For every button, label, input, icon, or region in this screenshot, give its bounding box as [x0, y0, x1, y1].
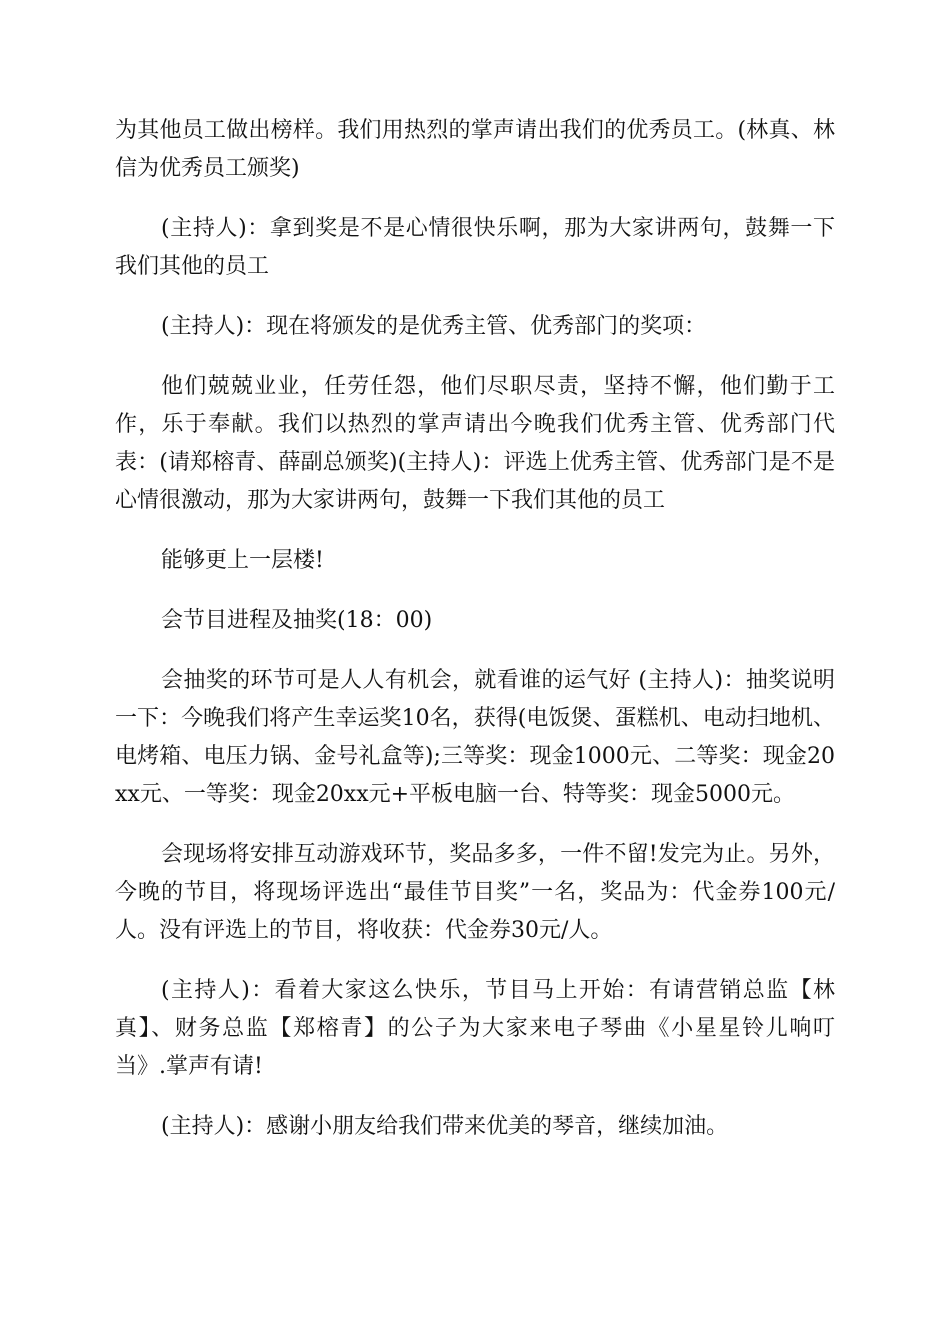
paragraph-10: (主持人)：感谢小朋友给我们带来优美的琴音，继续加油。 — [161, 1114, 729, 1139]
document-page — [115, 112, 835, 1168]
paragraph-1: 为其他员工做出榜样。我们用热烈的掌声请出我们的优秀员工。(林真、林信为优秀员工颁奖) — [115, 118, 835, 181]
paragraph-6: 会节目进程及抽奖(18：00) — [161, 608, 433, 633]
paragraph-8: 会现场将安排互动游戏环节，奖品多多，一件不留!发完为止。另外，今晚的节目，将现场评选出“最佳节目奖”一名，奖品为：代金券100元/人。没有评选上的节目，将收获：代金券30元/人。 — [115, 842, 835, 943]
paragraph-9: (主持人)：看着大家这么快乐，节目马上开始：有请营销总监【林真】、财务总监【郑榕青】的公子为大家来电子琴曲《小星星铃儿响叮当》.掌声有请! — [115, 978, 835, 1079]
paragraph-3: (主持人)：现在将颁发的是优秀主管、优秀部门的奖项： — [161, 314, 707, 339]
paragraph-5: 能够更上一层楼! — [161, 548, 324, 573]
paragraph-7: 会抽奖的环节可是人人有机会，就看谁的运气好 (主持人)：抽奖说明一下：今晚我们将产生幸运奖10名，获得(电饭煲、蛋糕机、电动扫地机、电烤箱、电压力锅、金号礼盒等);三等奖：现金1000元、二等奖：现金20xx元、一等奖：现金20xx元+平板电脑一台、特等奖：现金5000元。 — [115, 668, 835, 807]
paragraph-2: (主持人)：拿到奖是不是心情很快乐啊，那为大家讲两句，鼓舞一下我们其他的员工 — [115, 216, 835, 279]
paragraph-4: 他们兢兢业业，任劳任怨，他们尽职尽责，坚持不懈，他们勤于工作，乐于奉献。我们以热烈的掌声请出今晚我们优秀主管、优秀部门代表：(请郑榕青、薛副总颁奖)(主持人)：评选上优秀主管、优秀部门是不是心情很激动，那为大家讲两句，鼓舞一下我们其他的员工 — [115, 374, 835, 513]
